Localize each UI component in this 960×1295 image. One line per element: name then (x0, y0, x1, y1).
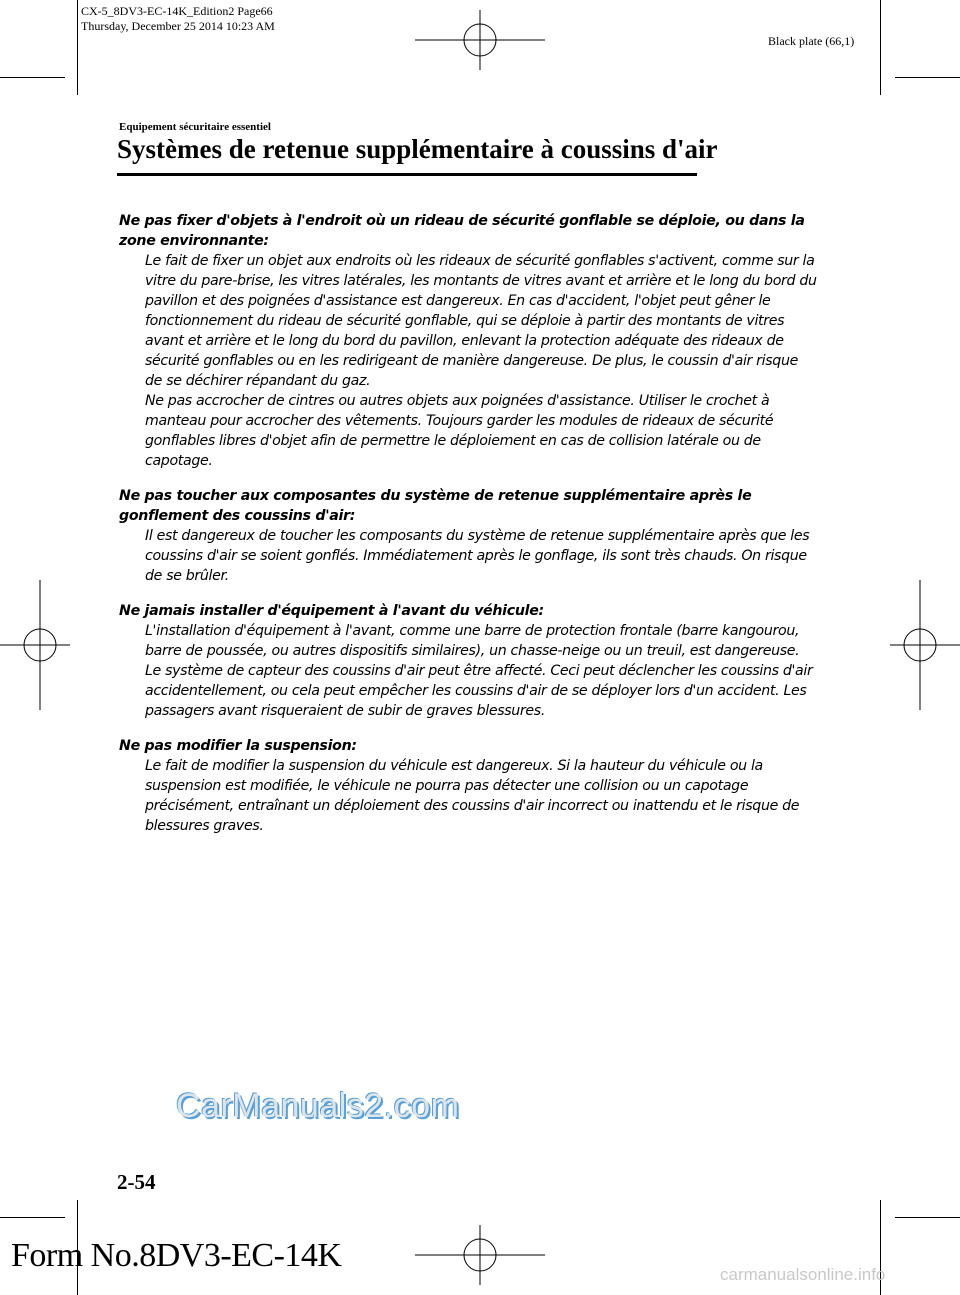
page-title: Systèmes de retenue supplémentaire à coussins d'air (117, 134, 718, 164)
plate-label: Black plate (66,1) (768, 34, 855, 48)
warning-body: Ne pas accrocher de cintres ou autres objets aux poignées d'assistance. Utiliser le crochet à manteau pour accrocher des vêtements. Toujours garder les modules de rideaux de sécurité gonflables libres d'objet afin de permettre le déploiement en cas de collision latérale ou de capotage. (145, 393, 774, 469)
warning-list (119, 211, 819, 851)
crop-mark (0, 77, 65, 78)
registration-mark-left (0, 580, 70, 710)
title-rule (117, 173, 697, 176)
warning-item (119, 601, 819, 721)
warning-item (119, 211, 819, 471)
warning-body: L'installation d'équipement à l'avant, comme une barre de protection frontale (barre kangourou, barre de poussée, ou autres dispositifs similaires), un chasse-neige ou un treuil, est dangereuse. Le système de capteur des coussins d'air peut être affecté. Ceci peut déclencher les coussins d'air accidentellement, ou cela peut empêcher les coussins d'air de se déployer lors d'un accident. Les passagers avant risqueraient de subir de graves blessures. (145, 623, 813, 719)
date-line: Thursday, December 25 2014 10:23 AM (81, 19, 275, 33)
warning-body: Il est dangereux de toucher les composants du système de retenue supplémentaire après que les coussins d'air se soient gonflés. Immédiatement après le gonflage, ils sont très chauds. On risque de se brûler. (145, 528, 810, 584)
file-info (81, 4, 275, 34)
registration-mark-bottom (415, 1225, 545, 1285)
form-number: Form No.8DV3-EC-14K (11, 1237, 342, 1274)
warning-heading: Ne jamais installer d'équipement à l'avant du véhicule: (119, 603, 544, 619)
crop-mark (880, 0, 881, 95)
warning-item (119, 486, 819, 586)
registration-mark-right (890, 580, 960, 710)
warning-body: Le fait de fixer un objet aux endroits où les rideaux de sécurité gonflables s'activent, comme sur la vitre du pare-brise, les vitres latérales, les montants de vitres avant et arrière et le long du bord du pavillon et des poignées d'assistance est dangereux. En cas d'accident, l'objet peut gêner le fonctionnement du rideau de sécurité gonflable, qui se déploie à partir des montants de vitres avant et arrière et le long du bord du pavillon, enlevant la protection adéquate des rideaux de sécurité gonflables ou en les redirigeant de manière dangereuse. De plus, le coussin d'air risque de se déchirer répandant du gaz. (145, 253, 817, 389)
footer-watermark[interactable]: carmanualsonline.info (720, 1265, 886, 1284)
warning-body: Le fait de modifier la suspension du véhicule est dangereux. Si la hauteur du véhicule ou la suspension est modifiée, le véhicule ne pourra pas détecter une collision ou un capotage précisément, entraînant un déploiement des coussins d'air incorrect ou inattendu et le risque de blessures graves. (145, 758, 800, 834)
warning-heading: Ne pas toucher aux composantes du système de retenue supplémentaire après le gonflement des coussins d'air: (119, 488, 752, 524)
crop-mark (895, 77, 960, 78)
registration-mark-top (415, 10, 545, 70)
warning-item (119, 736, 819, 836)
section-label: Equipement sécuritaire essentiel (119, 121, 271, 133)
warning-heading: Ne pas fixer d'objets à l'endroit où un rideau de sécurité gonflable se déploie, ou dans la zone environnante: (119, 213, 805, 249)
page-number: 2-54 (117, 1170, 156, 1194)
crop-mark (0, 1217, 65, 1218)
crop-mark (895, 1217, 960, 1218)
warning-heading: Ne pas modifier la suspension: (119, 738, 357, 754)
watermark-logo[interactable]: CarManuals2.com (176, 1087, 460, 1125)
file-line: CX-5_8DV3-EC-14K_Edition2 Page66 (81, 4, 273, 18)
crop-mark (77, 0, 78, 95)
